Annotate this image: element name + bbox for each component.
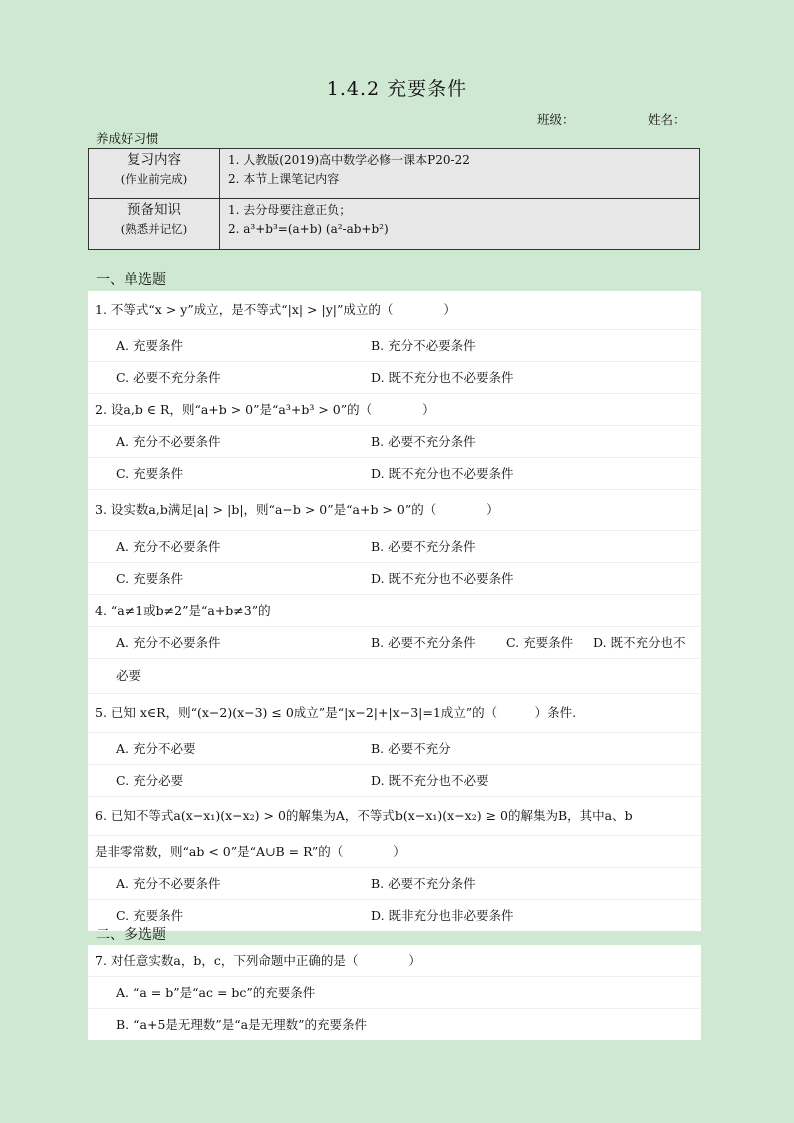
option-a[interactable]: A. 充分不必要条件	[116, 434, 221, 449]
row-subheading: (作业前完成)	[120, 172, 188, 186]
question-stem	[88, 797, 701, 836]
option-c[interactable]: C. 充要条件	[116, 908, 184, 923]
habit-label: 养成好习惯	[96, 131, 159, 146]
option-c[interactable]: C. 充要条件	[506, 635, 574, 650]
table-row	[89, 149, 700, 199]
option-a[interactable]: A. 充分不必要条件	[116, 539, 221, 554]
option-c[interactable]: C. 充要条件	[116, 466, 184, 481]
option-d[interactable]: D. 既不充分也不	[593, 635, 686, 650]
question-stem	[88, 595, 701, 627]
option-a[interactable]: A. 充分不必要	[116, 741, 196, 756]
table-cell-head	[89, 199, 220, 250]
stem-text: 4. “a≠1或b≠2”是“a+b≠3”的	[95, 603, 271, 618]
section-heading: 二、多选题	[96, 927, 166, 943]
option-d-wrap: 必要	[116, 668, 142, 683]
question-list	[88, 291, 701, 931]
content-line: 1. 人教版(2019)高中数学必修一课本P20-22	[228, 153, 470, 167]
option-b[interactable]: B. 必要不充分条件	[371, 876, 476, 891]
options-row	[88, 977, 701, 1009]
options-row	[88, 426, 701, 458]
options-row	[88, 563, 701, 595]
options-row	[88, 330, 701, 362]
stem-text: 是非零常数，则“ab < 0”是“A∪B = R”的（ ）	[95, 844, 406, 859]
question-stem	[88, 694, 701, 733]
question-stem	[88, 945, 701, 977]
option-a[interactable]: A. 充分不必要条件	[116, 876, 221, 891]
option-b[interactable]: B. 必要不充分	[371, 741, 451, 756]
info-table	[88, 148, 700, 250]
table-cell-content	[220, 199, 700, 250]
option-c[interactable]: C. 充要条件	[116, 571, 184, 586]
option-d[interactable]: D. 既不充分也不必要条件	[371, 466, 514, 481]
table-row	[89, 199, 700, 250]
page-title: 1.4.2 充要条件	[326, 78, 468, 100]
question-list	[88, 945, 701, 1040]
option-b[interactable]: B. “a+5是无理数”是“a是无理数”的充要条件	[116, 1017, 368, 1032]
option-c[interactable]: C. 必要不充分条件	[116, 370, 221, 385]
row-heading: 预备知识	[127, 202, 181, 218]
section-heading: 一、单选题	[96, 272, 166, 288]
options-wrap-row	[88, 659, 701, 694]
question-stem	[88, 394, 701, 426]
stem-text: 6. 已知不等式a(x−x₁)(x−x₂) > 0的解集为A，不等式b(x−x₁)(x−x₂) ≥ 0的解集为B，其中a、b	[95, 808, 633, 823]
option-b[interactable]: B. 必要不充分条件	[371, 635, 476, 650]
stem-text: 5. 已知 x∈R，则“(x−2)(x−3) ≤ 0成立”是“|x−2|+|x−3|=1成立”的（ ）条件.	[95, 705, 577, 720]
content-line: 2. 本节上课笔记内容	[228, 172, 340, 186]
option-a[interactable]: A. 充要条件	[116, 338, 183, 353]
options-row	[88, 1009, 701, 1040]
question-stem-continued	[88, 836, 701, 868]
name-label: 姓名：	[648, 112, 686, 127]
stem-text: 3. 设实数a,b满足|a| > |b|，则“a−b > 0”是“a+b > 0”的（ ）	[95, 502, 499, 517]
option-b[interactable]: B. 必要不充分条件	[371, 434, 476, 449]
question-stem	[88, 291, 701, 330]
options-row	[88, 868, 701, 900]
stem-text: 7. 对任意实数a，b，c，下列命题中正确的是（ ）	[95, 953, 421, 968]
question-stem	[88, 490, 701, 531]
content-line: 2. a³+b³=(a+b) (a²-ab+b²)	[228, 222, 389, 236]
option-b[interactable]: B. 必要不充分条件	[371, 539, 476, 554]
table-cell-content	[220, 149, 700, 199]
options-row	[88, 362, 701, 394]
options-row	[88, 765, 701, 797]
option-c[interactable]: C. 充分必要	[116, 773, 184, 788]
options-row	[88, 531, 701, 563]
row-subheading: (熟悉并记忆)	[120, 222, 188, 236]
content-line: 1. 去分母要注意正负；	[228, 203, 352, 217]
option-d[interactable]: D. 既非充分也非必要条件	[371, 908, 514, 923]
option-a[interactable]: A. “a = b”是“ac = bc”的充要条件	[116, 985, 316, 1000]
options-row	[88, 733, 701, 765]
options-row	[88, 458, 701, 490]
row-heading: 复习内容	[127, 152, 181, 168]
options-row	[88, 900, 701, 931]
option-d[interactable]: D. 既不充分也不必要条件	[371, 370, 514, 385]
option-a[interactable]: A. 充分不必要条件	[116, 635, 221, 650]
class-label: 班级：	[537, 112, 575, 127]
option-d[interactable]: D. 既不充分也不必要	[371, 773, 489, 788]
option-b[interactable]: B. 充分不必要条件	[371, 338, 476, 353]
option-d[interactable]: D. 既不充分也不必要条件	[371, 571, 514, 586]
options-row	[88, 627, 701, 659]
stem-text: 1. 不等式“x > y”成立，是不等式“|x| > |y|”成立的（ ）	[95, 302, 456, 317]
stem-text: 2. 设a,b ∈ R，则“a+b > 0”是“a³+b³ > 0”的（ ）	[95, 402, 435, 417]
table-cell-head	[89, 149, 220, 199]
